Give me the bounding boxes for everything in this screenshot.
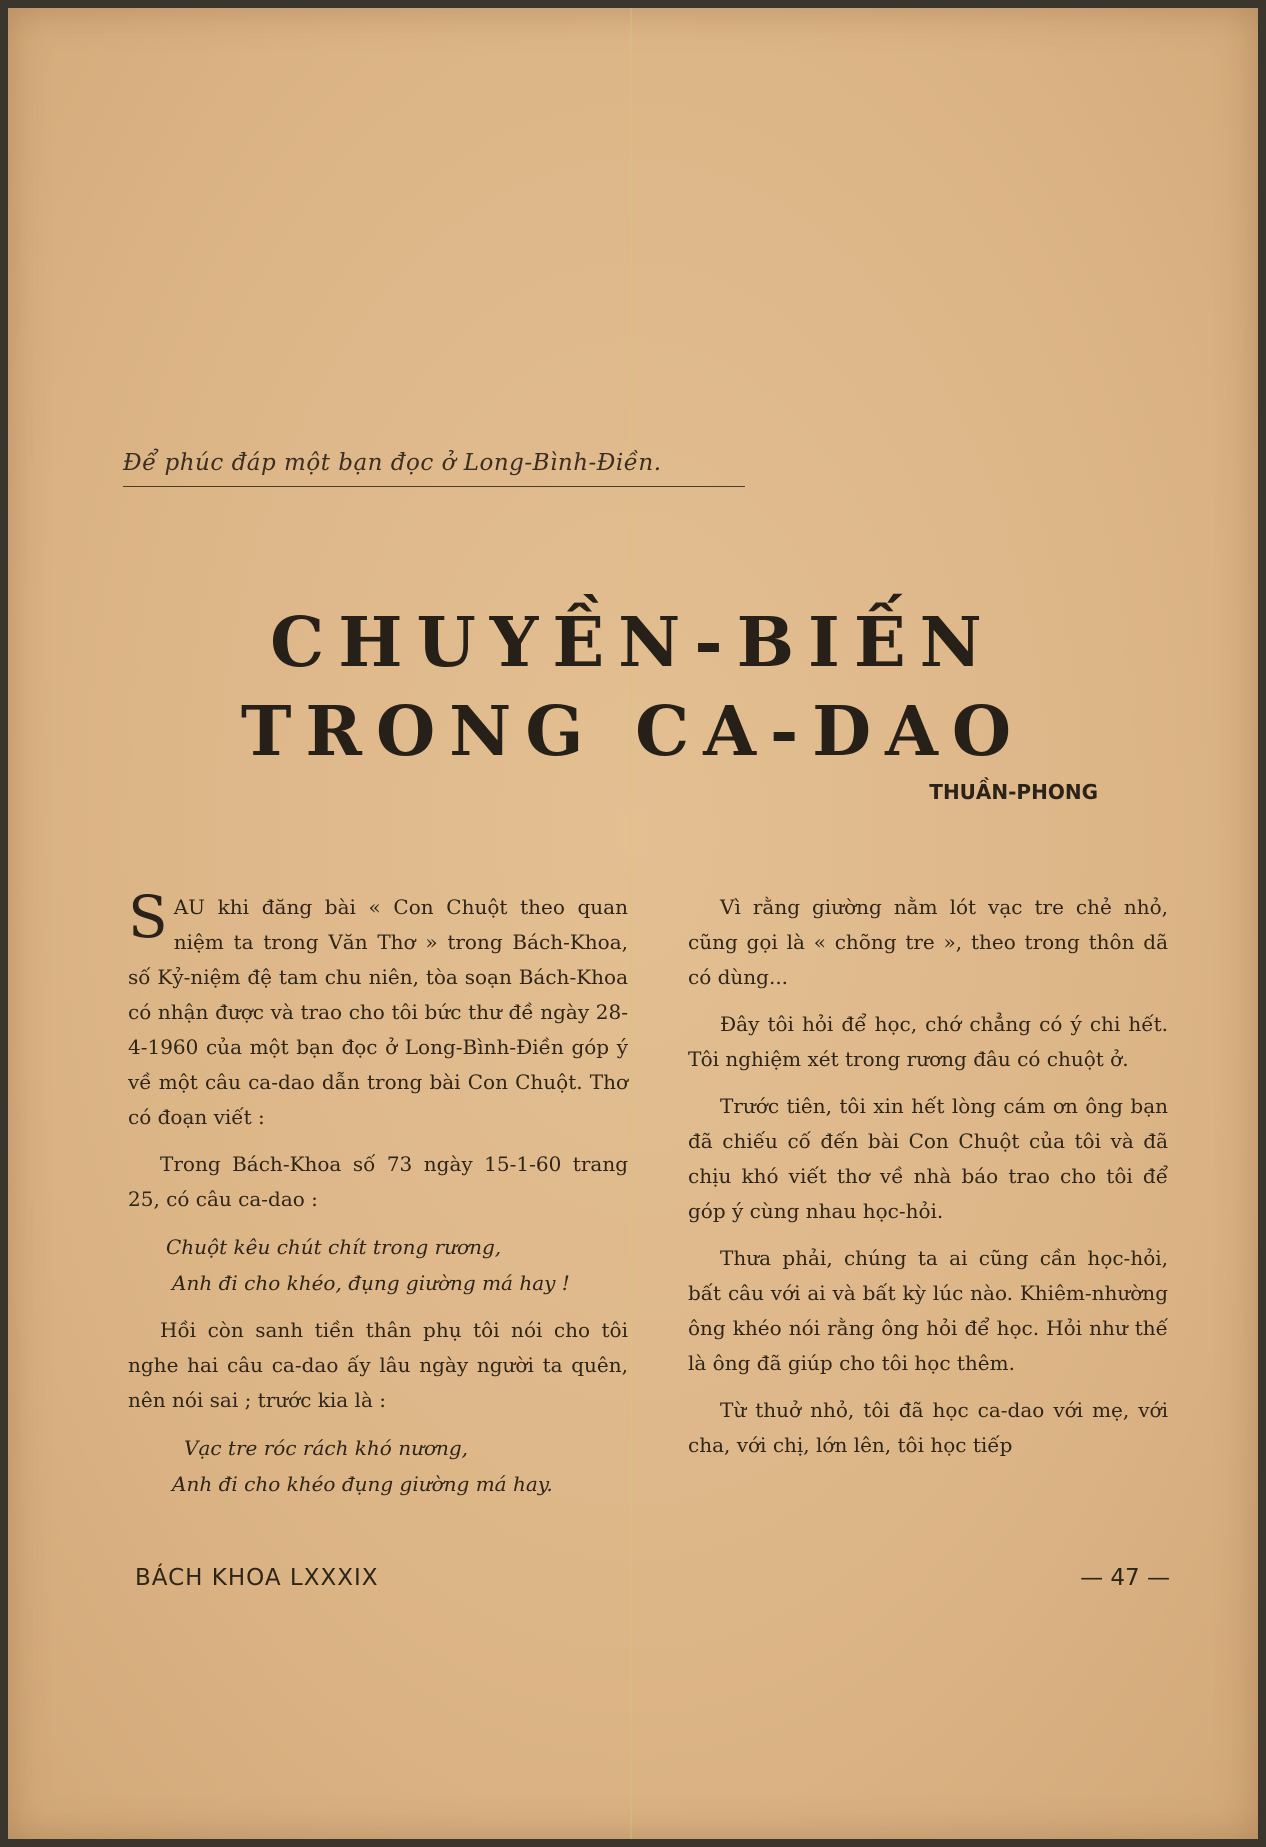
article-title-line-1: CHUYỀN-BIẾN [270,603,996,683]
verse-line: Vạc tre róc rách khó nương, [184,1436,469,1460]
dedication-line: Để phúc đáp một bạn đọc ở Long-Bình-Điền. [123,450,662,476]
verse-block-1 [128,1229,628,1301]
left-column [128,883,628,1514]
page-fold-line [630,8,632,1839]
lead-paragraph-text: AU khi đăng bài « Con Chuột theo quan niệm ta trong Văn Thơ » trong Bách-Khoa, số Kỷ-niệm đệ tam chu niên, tòa soạn Bách-Khoa có nhận được và trao cho tôi bức thư đề ngày 28-4-1960 của một bạn đọc ở Long-Bình-Điền góp ý về một câu ca-dao dẫn trong bài Con Chuột. Thơ có đoạn viết : [128,895,628,1129]
page-number: — 47 — [1080,1565,1170,1591]
verse-line: Chuột kêu chút chít trong rương, [166,1235,502,1259]
author-name: THUẦN-PHONG [929,780,1098,804]
paragraph: Thưa phải, chúng ta ai cũng cần học-hỏi, bất câu với ai và bất kỳ lúc nào. Khiêm-nhường ông khéo nói rằng ông hỏi để học. Hỏi như thế là ông đã giúp cho tôi học thêm. [688,1246,1168,1375]
right-column [688,890,1168,1475]
publication-footer: BÁCH KHOA LXXXIX [135,1565,379,1591]
lead-paragraph [128,883,628,1135]
paragraph: Đây tôi hỏi để học, chớ chẳng có ý chi hết. Tôi nghiệm xét trong rương đâu có chuột ở. [688,1012,1168,1071]
verse-line: Anh đi cho khéo đụng giường má hay. [172,1472,553,1496]
paragraph: Hồi còn sanh tiền thân phụ tôi nói cho tôi nghe hai câu ca-dao ấy lâu ngày người ta quên, nên nói sai ; trước kia là : [128,1318,628,1412]
dedication-underline [123,486,745,487]
paragraph: Trong Bách-Khoa số 73 ngày 15-1-60 trang 25, có câu ca-dao : [128,1152,628,1211]
drop-cap: S [128,883,168,951]
verse-line: Anh đi cho khéo, đụng giường má hay ! [172,1271,570,1295]
paragraph: Vì rằng giường nằm lót vạc tre chẻ nhỏ, cũng gọi là « chõng tre », theo trong thôn dã có dùng... [688,895,1168,989]
paragraph: Trước tiên, tôi xin hết lòng cám ơn ông bạn đã chiếu cố đến bài Con Chuột của tôi và đã chịu khó viết thơ về nhà báo trao cho tôi để góp ý cùng nhau học-hỏi. [688,1094,1168,1223]
paragraph: Từ thuở nhỏ, tôi đã học ca-dao với mẹ, với cha, với chị, lớn lên, tôi học tiếp [688,1398,1168,1457]
verse-block-2 [128,1430,628,1502]
article-title-line-2: TRONG CA-DAO [240,692,1026,772]
magazine-page [8,8,1258,1839]
